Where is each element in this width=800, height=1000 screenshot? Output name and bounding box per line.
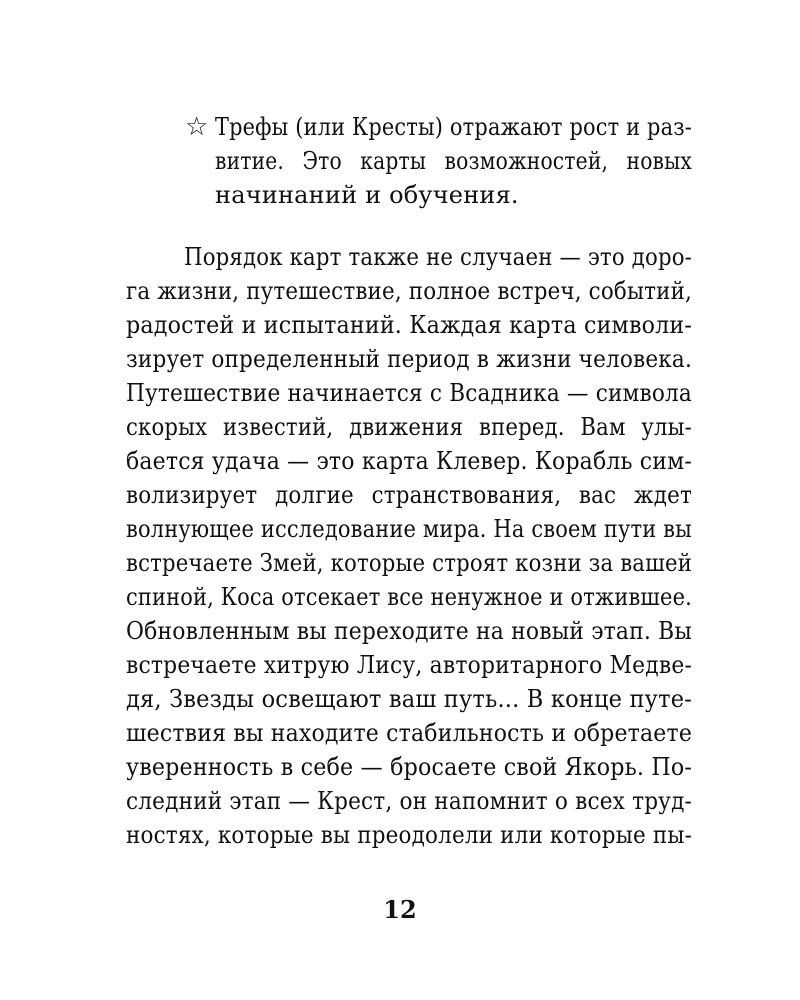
paragraph-line: следний этап — Крест, он напомнит о всех труд-: [126, 787, 693, 815]
paragraph-line: ностях, которые вы преодолели или которые пы-: [126, 821, 693, 849]
paragraph-line: Обновленным вы переходите на новый этап. Вы: [126, 617, 693, 645]
paragraph-line: скорых известий, движения вперед. Вам улы-: [126, 413, 693, 441]
paragraph-line: дя, Звезды освещают ваш путь... В конце путе-: [126, 685, 693, 713]
paragraph-line: спиной, Коса отсекает все ненужное и отжившее.: [126, 583, 692, 611]
paragraph-line: Путешествие начинается с Всадника — символа: [126, 379, 692, 407]
paragraph-line: волизирует долгие странствования, вас ждет: [126, 481, 693, 509]
paragraph-line: га жизни, путешествие, полное встреч, событий,: [126, 277, 693, 305]
paragraph-line: встречаете Змей, которые строят козни за вашей: [126, 549, 692, 577]
star-bullet-icon: ☆: [185, 112, 209, 142]
paragraph-line: радостей и испытаний. Каждая карта символи-: [126, 311, 693, 339]
paragraph-line: Порядок карт также не случаен — это доро-: [184, 243, 693, 271]
page-number: 12: [383, 895, 417, 924]
paragraph-line: бается удача — это карта Клевер. Корабль сим-: [126, 447, 692, 475]
paragraph-line: зирует определенный период в жизни человека.: [126, 345, 692, 373]
paragraph-line: шествия вы находите стабильность и обретаете: [126, 719, 693, 747]
bullet-line-3: начинаний и обучения.: [215, 181, 519, 209]
paragraph-line: уверенность в себе — бросаете свой Якорь. По-: [126, 753, 693, 781]
paragraph-line: встречаете хитрую Лису, авторитарного Медве-: [126, 651, 693, 679]
bullet-line-2: витие. Это карты возможностей, новых: [215, 147, 693, 175]
paragraph-line: волнующее исследование мира. На своем пути вы: [126, 515, 692, 543]
bullet-line-1: Трефы (или Кресты) отражают рост и раз-: [215, 113, 692, 141]
